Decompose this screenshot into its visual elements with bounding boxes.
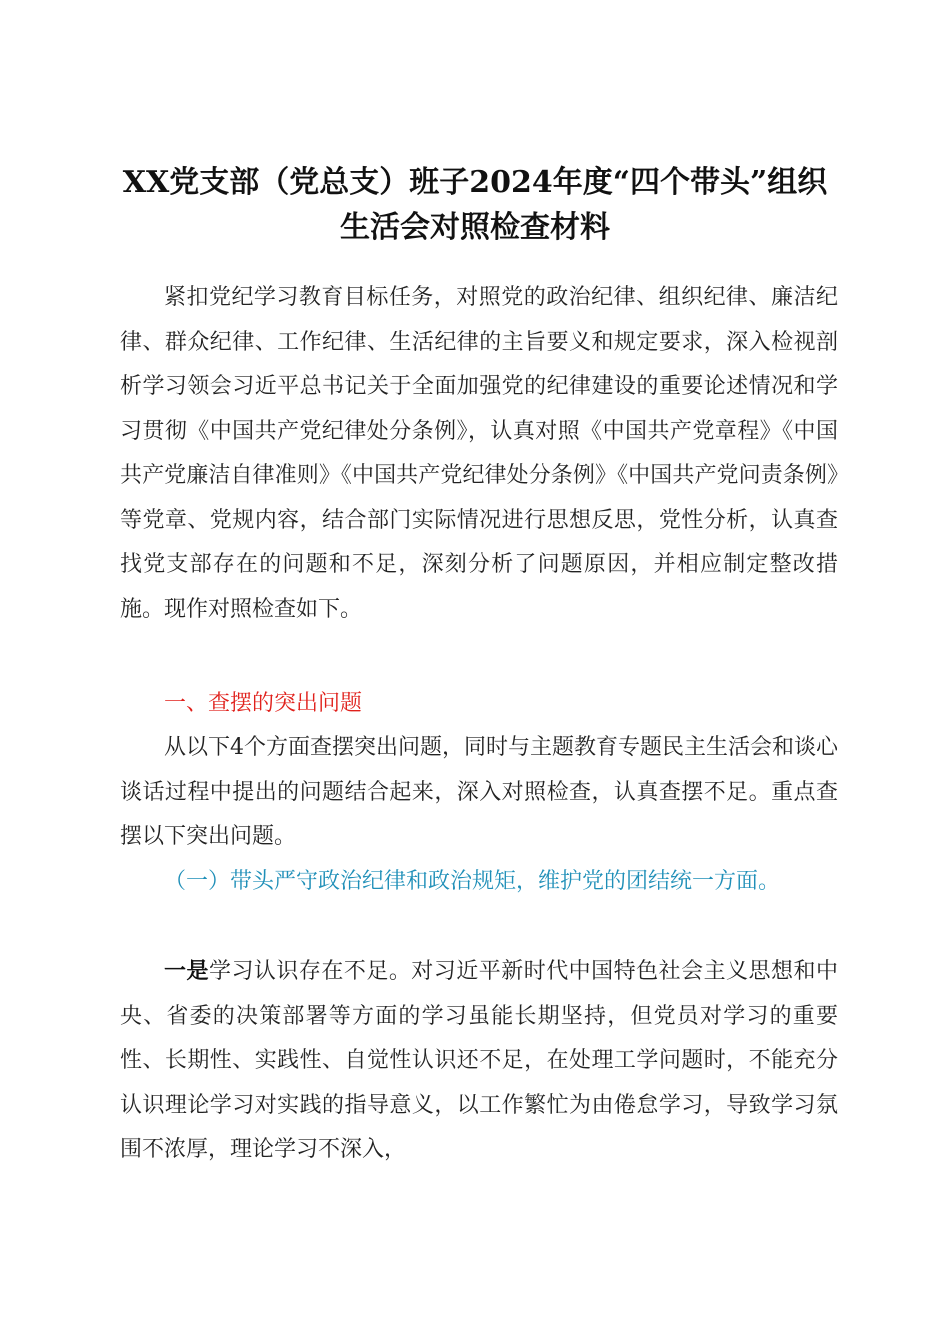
point-text: 学习认识存在不足。对习近平新时代中国特色社会主义思想和中央、省委的决策部署等方面的学习虽能长期坚持，但党员对学习的重要性、长期性、实践性、自觉性认识还不足，在处理工学问题时，不能充分认识理论学习对实践的指导意义，以工作繁忙为由倦怠学习，导致学习氛围不浓厚，理论学习不深入，	[120, 959, 838, 1162]
point-lead: 一是	[164, 958, 209, 984]
subsection-heading-1: （一）带头严守政治纪律和政治规矩，维护党的团结统一方面。	[164, 869, 781, 894]
point-paragraph-1	[120, 949, 838, 1173]
document-title: XX党支部（党总支）班子2024年度“四个带头”组织生活会对照检查材料	[122, 165, 828, 245]
section-heading-1: 一、查摆的突出问题	[164, 691, 363, 716]
intro-paragraph: 紧扣党纪学习教育目标任务，对照党的政治纪律、组织纪律、廉洁纪律、群众纪律、工作纪律、生活纪律的主旨要义和规定要求，深入检视剖析学习领会习近平总书记关于全面加强党的纪律建设的重要论述情况和学习贯彻《中国共产党纪律处分条例》，认真对照《中国共产党章程》《中国共产党廉洁自律准则》《中国共产党纪律处分条例》《中国共产党问责条例》等党章、党规内容，结合部门实际情况进行思想反思，党性分析，认真查找党支部存在的问题和不足，深刻分析了问题原因，并相应制定整改措施。现作对照检查如下。	[120, 285, 838, 622]
section-paragraph-1: 从以下4个方面查摆突出问题，同时与主题教育专题民主生活会和谈心谈话过程中提出的问题结合起来，深入对照检查，认真查摆不足。重点查摆以下突出问题。	[120, 735, 838, 849]
